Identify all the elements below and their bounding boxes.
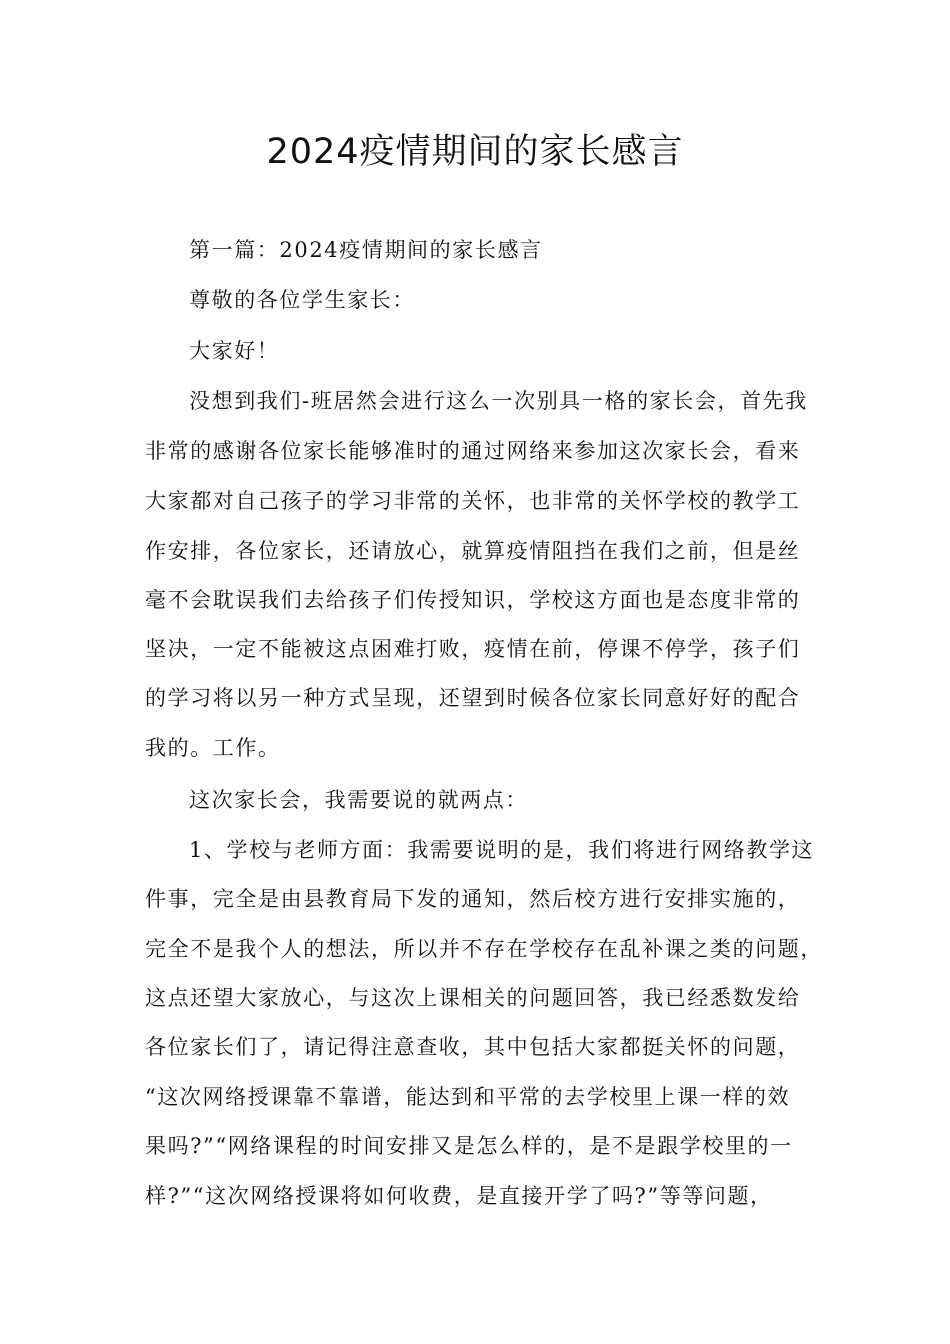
text-line: “这次网络授课靠不靠谱，能达到和平常的去学校里上课一样的效 [145,1085,791,1109]
text-line: 的学习将以另一种方式呈现，还望到时候各位家长同意好好的配合 [145,686,801,710]
text-line: 这点还望大家放心，与这次上课相关的问题回答，我已经悉数发给 [145,986,801,1010]
text-line: 完全不是我个人的想法，所以并不存在学校存在乱补课之类的问题， [145,937,823,961]
text-line: 没想到我们-班居然会进行这么一次别具一格的家长会，首先我 [189,389,808,413]
text-line: 样?”“这次网络授课将如何收费，是直接开学了吗?”等等问题， [145,1184,773,1208]
text-line: 各位家长们了，请记得注意查收，其中包括大家都挺关怀的问题， [145,1035,801,1059]
text-line: 我的。工作。 [145,736,281,760]
text-line: 非常的感谢各位家长能够准时的通过网络来参加这次家长会，看来 [145,439,801,463]
text-line: 毫不会耽误我们去给孩子们传授知识，学校这方面也是态度非常的 [145,588,801,612]
text-line: 第一篇：2024疫情期间的家长感言 [189,238,543,262]
text-line: 件事，完全是由县教育局下发的通知，然后校方进行安排实施的， [145,887,801,911]
document-title: 2024疫情期间的家长感言 [266,132,684,172]
text-line: 作安排，各位家长，还请放心，就算疫情阻挡在我们之前，但是丝 [145,539,801,563]
text-line: 果吗?”“网络课程的时间安排又是怎么样的，是不是跟学校里的一 [145,1134,793,1158]
text-line: 大家都对自己孩子的学习非常的关怀，也非常的关怀学校的教学工 [145,489,801,513]
text-line: 坚决，一定不能被这点困难打败，疫情在前，停课不停学，孩子们 [145,637,801,661]
text-line: 尊敬的各位学生家长： [189,288,415,312]
text-line: 这次家长会，我需要说的就两点： [189,788,528,812]
text-line: 1、学校与老师方面：我需要说明的是，我们将进行网络教学这 [189,838,815,862]
text-line: 大家好！ [189,339,280,363]
